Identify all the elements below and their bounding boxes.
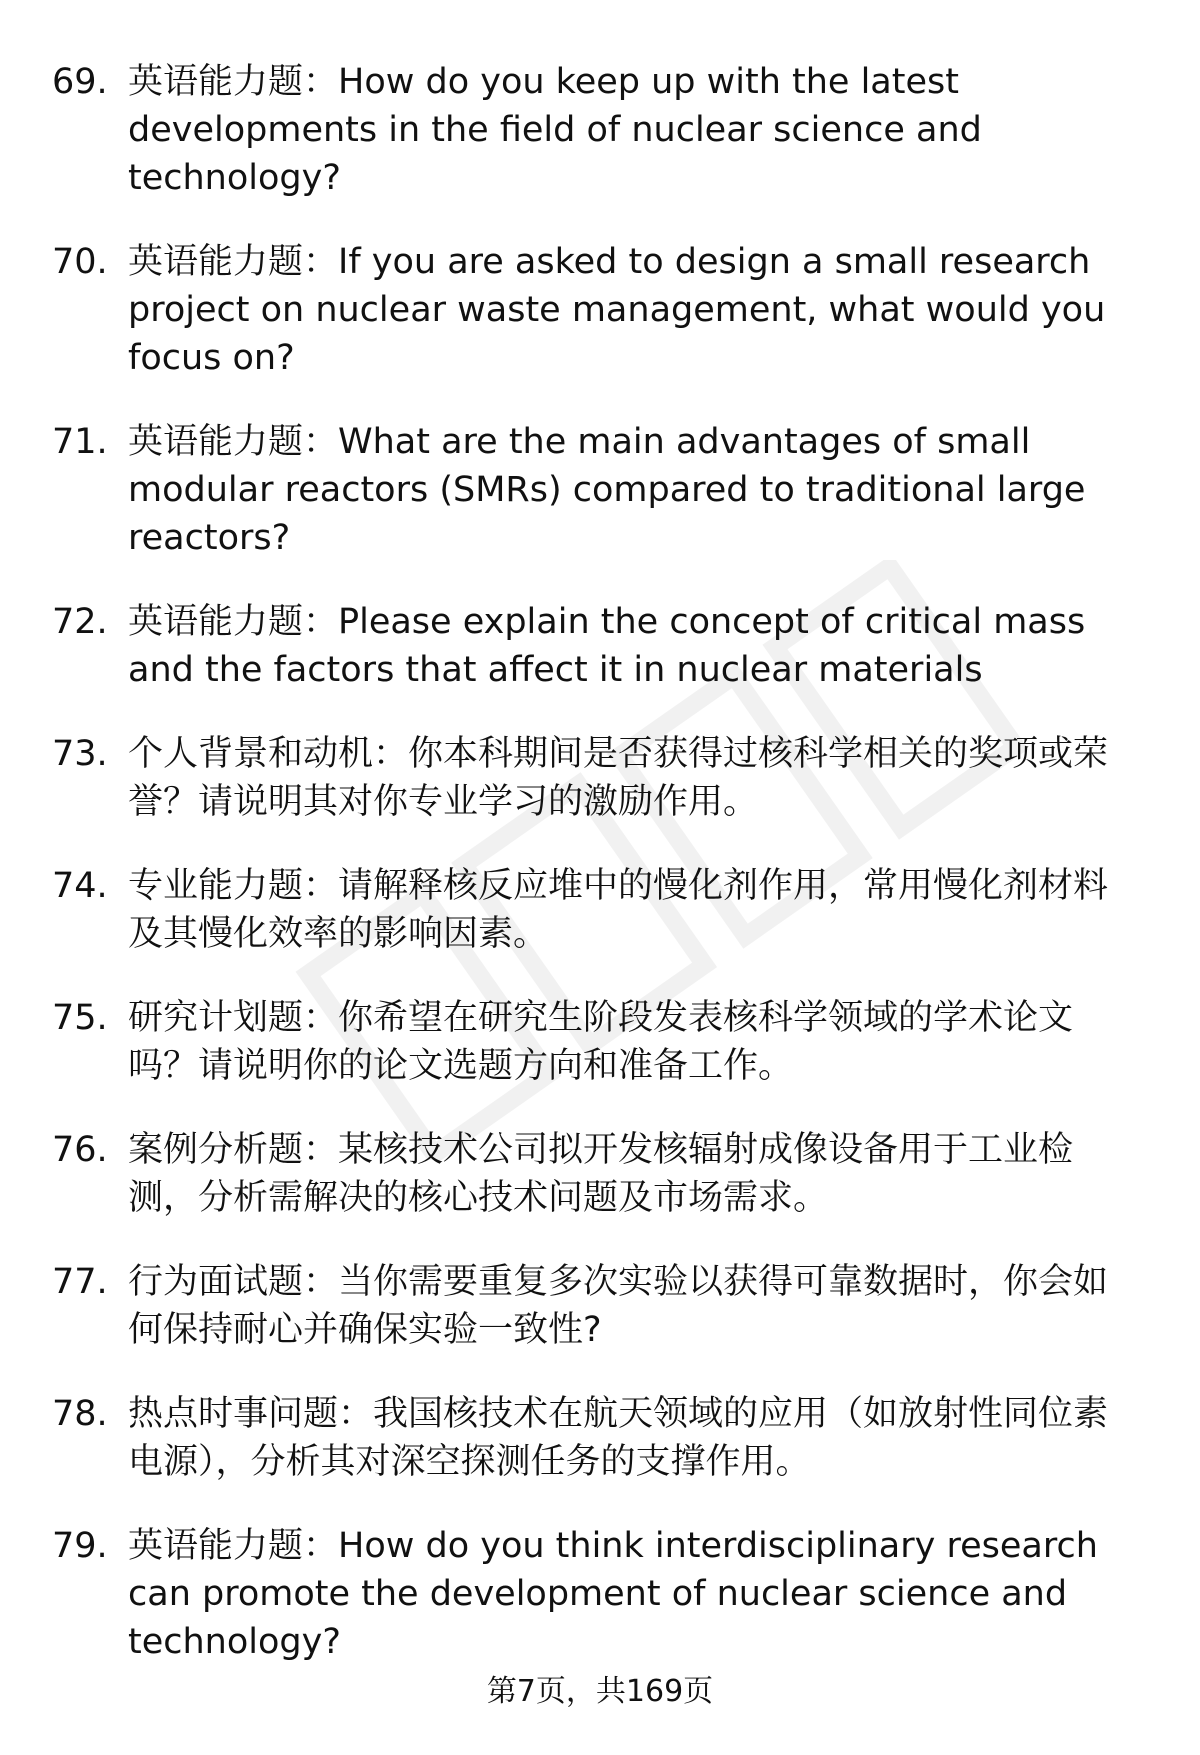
question-item-77 xyxy=(52,1258,1152,1354)
question-number: 70. xyxy=(52,242,108,282)
question-item-78 xyxy=(52,1390,1152,1486)
question-text: 英语能力题：How do you keep up with the latest developments in the field of nuclear science and technology? xyxy=(128,62,982,198)
question-text: 案例分析题：某核技术公司拟开发核辐射成像设备用于工业检测，分析需解决的核心技术问题及市场需求。 xyxy=(128,1130,1074,1218)
question-number: 74. xyxy=(52,866,108,906)
question-number: 76. xyxy=(52,1130,108,1170)
question-number: 77. xyxy=(52,1262,108,1302)
question-text: 个人背景和动机：你本科期间是否获得过核科学相关的奖项或荣誉？请说明其对你专业学习的激励作用。 xyxy=(128,734,1109,822)
question-number: 75. xyxy=(52,998,108,1038)
question-item-79 xyxy=(52,1522,1152,1666)
question-number: 71. xyxy=(52,422,108,462)
question-text: 研究计划题：你希望在研究生阶段发表核科学领域的学术论文吗？请说明你的论文选题方向和准备工作。 xyxy=(128,998,1074,1086)
question-item-74 xyxy=(52,862,1152,958)
question-number: 72. xyxy=(52,602,108,642)
question-item-70 xyxy=(52,238,1152,382)
page-number-footer: 第7页，共169页 xyxy=(486,1674,714,1709)
question-number: 69. xyxy=(52,62,108,102)
question-text: 专业能力题：请解释核反应堆中的慢化剂作用，常用慢化剂材料及其慢化效率的影响因素。 xyxy=(128,866,1109,954)
question-text: 英语能力题：If you are asked to design a small research project on nuclear waste management, what would you focus on? xyxy=(128,242,1106,378)
question-text: 行为面试题：当你需要重复多次实验以获得可靠数据时，你会如何保持耐心并确保实验一致性? xyxy=(128,1262,1109,1350)
question-item-71 xyxy=(52,418,1152,562)
question-item-73 xyxy=(52,730,1152,826)
question-text: 英语能力题：How do you think interdisciplinary research can promote the development of nuclear science and technology? xyxy=(128,1526,1098,1662)
question-list xyxy=(52,58,1152,1702)
question-item-76 xyxy=(52,1126,1152,1222)
question-number: 73. xyxy=(52,734,108,774)
question-text: 热点时事问题：我国核技术在航天领域的应用（如放射性同位素电源），分析其对深空探测任务的支撑作用。 xyxy=(128,1394,1109,1482)
question-text: 英语能力题：Please explain the concept of critical mass and the factors that affect it in nuclear materials xyxy=(128,602,1086,690)
question-text: 英语能力题：What are the main advantages of small modular reactors (SMRs) compared to traditional large reactors? xyxy=(128,422,1086,558)
question-item-72 xyxy=(52,598,1152,694)
question-item-75 xyxy=(52,994,1152,1090)
question-item-69 xyxy=(52,58,1152,202)
question-number: 79. xyxy=(52,1526,108,1566)
question-number: 78. xyxy=(52,1394,108,1434)
